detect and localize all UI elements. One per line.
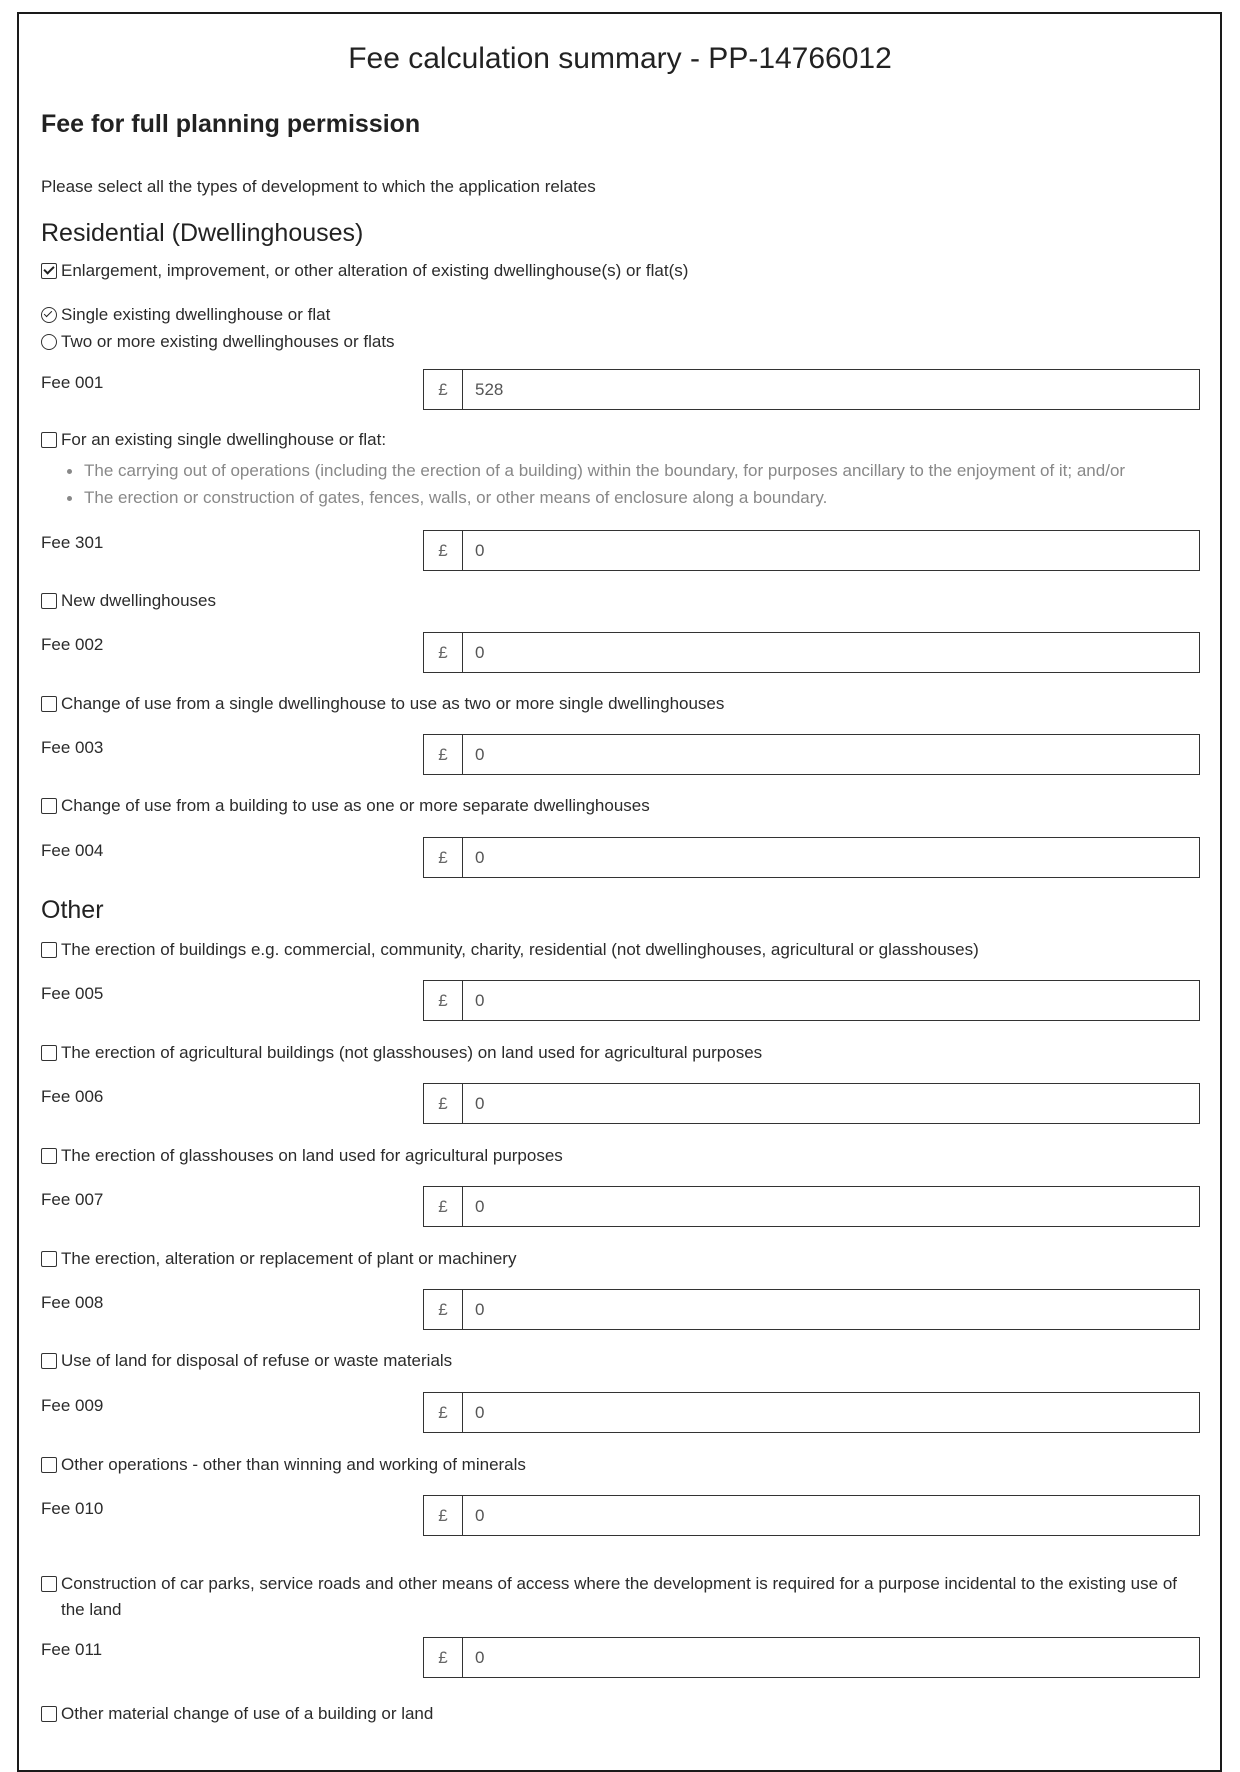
option-label: The erection, alteration or replacement of plant or machinery bbox=[61, 1249, 517, 1268]
fee-value[interactable]: 0 bbox=[475, 847, 485, 867]
radio-selected-icon[interactable] bbox=[41, 307, 57, 323]
bullet-icon bbox=[62, 457, 84, 484]
fee-label: Fee 010 bbox=[41, 1499, 104, 1518]
option-label: Enlargement, improvement, or other alteration of existing dwellinghouse(s) or flat(s) bbox=[61, 261, 689, 280]
fee-label: Fee 004 bbox=[41, 841, 104, 860]
list-item: The erection or construction of gates, fences, walls, or other means of enclosure along a boundary. bbox=[62, 484, 1125, 511]
fee-label: Fee 011 bbox=[41, 1640, 103, 1659]
fee-value[interactable]: 528 bbox=[475, 379, 504, 399]
fee-value[interactable]: 0 bbox=[475, 1196, 485, 1216]
section-residential-title: Residential (Dwellinghouses) bbox=[41, 219, 364, 247]
option-car-parks[interactable] bbox=[41, 1571, 1201, 1623]
currency-symbol: £ bbox=[424, 531, 463, 570]
fee-value[interactable]: 0 bbox=[475, 1093, 485, 1113]
intro-text: Please select all the types of development to which the application relates bbox=[41, 177, 596, 196]
fee-value[interactable]: 0 bbox=[475, 642, 485, 662]
page-title: Fee calculation summary - PP-14766012 bbox=[348, 42, 892, 75]
fee-value[interactable]: 0 bbox=[475, 1299, 485, 1319]
fee-005-field[interactable] bbox=[423, 980, 1200, 1021]
option-label: The erection of buildings e.g. commercial, community, charity, residential (not dwellinghouses, agricultural or glasshouses) bbox=[61, 940, 979, 959]
option-refuse[interactable] bbox=[41, 1348, 452, 1374]
option-existing-single[interactable] bbox=[41, 427, 386, 453]
option-agricultural[interactable] bbox=[41, 1040, 762, 1066]
fee-003-field[interactable] bbox=[423, 734, 1200, 775]
radio-multiple-dwellings[interactable] bbox=[41, 329, 395, 355]
option-label: New dwellinghouses bbox=[61, 591, 216, 610]
checkbox-icon[interactable] bbox=[41, 1576, 57, 1592]
checkbox-icon[interactable] bbox=[41, 432, 57, 448]
fee-006-field[interactable] bbox=[423, 1083, 1200, 1124]
option-new-dwellinghouses[interactable] bbox=[41, 588, 216, 614]
fee-009-field[interactable] bbox=[423, 1392, 1200, 1433]
fee-value[interactable]: 0 bbox=[475, 1402, 485, 1422]
option-label: Change of use from a building to use as one or more separate dwellinghouses bbox=[61, 796, 650, 815]
radio-label: Two or more existing dwellinghouses or flats bbox=[61, 332, 395, 351]
fee-label: Fee 009 bbox=[41, 1396, 104, 1415]
fee-value[interactable]: 0 bbox=[475, 1505, 485, 1525]
option-enlargement[interactable] bbox=[41, 258, 688, 284]
currency-symbol: £ bbox=[424, 1393, 463, 1432]
option-label: Use of land for disposal of refuse or waste materials bbox=[61, 1351, 453, 1370]
radio-unselected-icon[interactable] bbox=[41, 334, 57, 350]
fee-002-field[interactable] bbox=[423, 632, 1200, 673]
fee-008-field[interactable] bbox=[423, 1289, 1200, 1330]
option-label: For an existing single dwellinghouse or flat: bbox=[61, 430, 387, 449]
currency-symbol: £ bbox=[424, 981, 463, 1020]
currency-symbol: £ bbox=[424, 1290, 463, 1329]
fee-label: Fee 003 bbox=[41, 738, 104, 757]
checkbox-icon[interactable] bbox=[41, 798, 57, 814]
fee-label: Fee 008 bbox=[41, 1293, 104, 1312]
option-label: The erection of glasshouses on land used for agricultural purposes bbox=[61, 1146, 563, 1165]
option-material-change[interactable] bbox=[41, 1701, 433, 1727]
option-label: The erection of agricultural buildings (not glasshouses) on land used for agricultural purposes bbox=[61, 1043, 763, 1062]
fee-011-field[interactable] bbox=[423, 1637, 1200, 1678]
fee-label: Fee 001 bbox=[41, 373, 104, 392]
section-other-title: Other bbox=[41, 896, 104, 924]
fee-value[interactable]: 0 bbox=[475, 1647, 485, 1667]
checkbox-icon[interactable] bbox=[41, 1045, 57, 1061]
currency-symbol: £ bbox=[424, 633, 463, 672]
fee-value[interactable]: 0 bbox=[475, 540, 485, 560]
currency-symbol: £ bbox=[424, 1187, 463, 1226]
fee-004-field[interactable] bbox=[423, 837, 1200, 878]
currency-symbol: £ bbox=[424, 838, 463, 877]
checkbox-icon[interactable] bbox=[41, 1457, 57, 1473]
checkbox-icon[interactable] bbox=[41, 593, 57, 609]
option-plant-machinery[interactable] bbox=[41, 1246, 516, 1272]
option-change-building[interactable] bbox=[41, 793, 650, 819]
bullet-icon bbox=[62, 484, 84, 511]
currency-symbol: £ bbox=[424, 1496, 463, 1535]
option-other-operations[interactable] bbox=[41, 1452, 526, 1478]
fee-value[interactable]: 0 bbox=[475, 990, 485, 1010]
option-glasshouses[interactable] bbox=[41, 1143, 563, 1169]
list-item: The carrying out of operations (including the erection of a building) within the boundary, for purposes ancillary to the enjoyment of it; and/or bbox=[62, 457, 1125, 484]
radio-single-dwelling[interactable] bbox=[41, 302, 330, 328]
currency-symbol: £ bbox=[424, 1638, 463, 1677]
fee-label: Fee 006 bbox=[41, 1087, 104, 1106]
fee-007-field[interactable] bbox=[423, 1186, 1200, 1227]
currency-symbol: £ bbox=[424, 370, 463, 409]
radio-label: Single existing dwellinghouse or flat bbox=[61, 305, 331, 324]
form-heading: Fee for full planning permission bbox=[41, 110, 421, 138]
bullet-list bbox=[62, 457, 1125, 511]
checkbox-icon[interactable] bbox=[41, 942, 57, 958]
currency-symbol: £ bbox=[424, 1084, 463, 1123]
checkbox-icon[interactable] bbox=[41, 1148, 57, 1164]
checkbox-checked-icon[interactable] bbox=[41, 263, 57, 279]
option-label: Other operations - other than winning and working of minerals bbox=[61, 1455, 526, 1474]
option-change-single[interactable] bbox=[41, 691, 724, 717]
fee-label: Fee 007 bbox=[41, 1190, 104, 1209]
checkbox-icon[interactable] bbox=[41, 1706, 57, 1722]
checkbox-icon[interactable] bbox=[41, 1251, 57, 1267]
checkbox-icon[interactable] bbox=[41, 1353, 57, 1369]
option-label: Change of use from a single dwellinghouse to use as two or more single dwellinghouses bbox=[61, 694, 725, 713]
option-label: Construction of car parks, service roads and other means of access where the development is required for a purpose incidental to the existing use of the land bbox=[61, 1574, 1177, 1619]
fee-001-field[interactable] bbox=[423, 369, 1200, 410]
fee-301-field[interactable] bbox=[423, 530, 1200, 571]
fee-value[interactable]: 0 bbox=[475, 744, 485, 764]
fee-label: Fee 301 bbox=[41, 533, 104, 552]
fee-label: Fee 005 bbox=[41, 984, 104, 1003]
option-label: Other material change of use of a building or land bbox=[61, 1704, 434, 1723]
fee-010-field[interactable] bbox=[423, 1495, 1200, 1536]
fee-label: Fee 002 bbox=[41, 635, 104, 654]
checkbox-icon[interactable] bbox=[41, 696, 57, 712]
currency-symbol: £ bbox=[424, 735, 463, 774]
option-erection-buildings[interactable] bbox=[41, 937, 979, 963]
